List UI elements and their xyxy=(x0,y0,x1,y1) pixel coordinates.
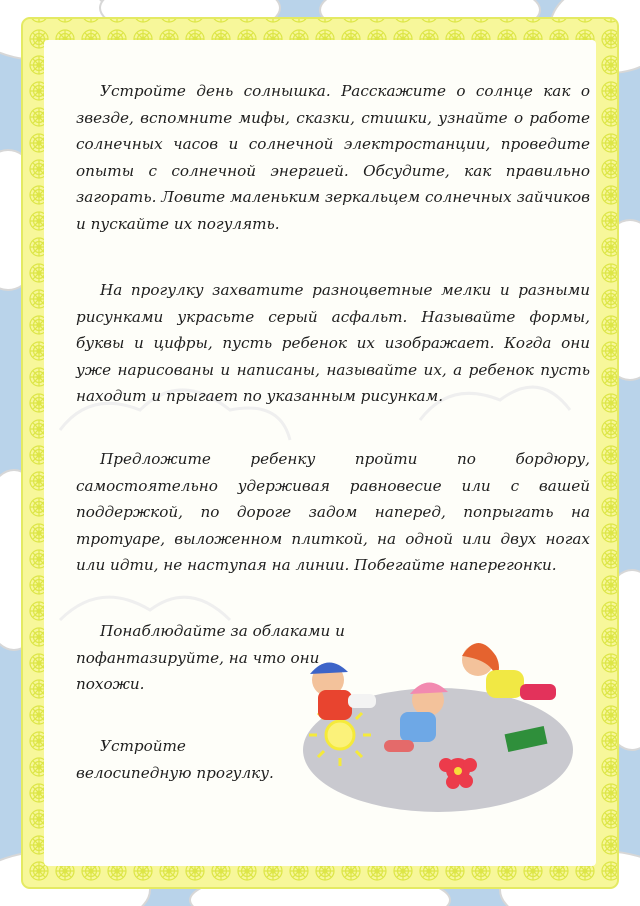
paragraph-clouds: Понаблюдайте за облаками и пофантазируйте, на что они похожи. xyxy=(76,622,345,693)
paragraph-bike-ride: Устройте велосипедную прогулку. xyxy=(76,737,274,782)
children-drawing-illustration xyxy=(288,630,588,820)
paragraph-chalk-drawing: На прогулку захватите разноцветные мелки и разными рисунками украсьте серый асфальт. Называйте формы, буквы и цифры, пусть ребенок их изображает. Когда они уже нарисованы и написаны, называйте их, а ребенок пусть находит и прыгает по указанным рисункам. xyxy=(76,281,590,405)
paragraph-sun-day: Устройте день солнышка. Расскажите о солнце как о звезде, вспомните мифы, сказки, стишки, узнайте о работе солнечных часов и солнечной электростанции, проведите опыты с солнечной энергией. Обсудите, как правильно загорать. Ловите маленьким зеркальцем солнечных зайчиков и пускайте их погулять. xyxy=(76,82,590,233)
paragraph-balance-games: Предложите ребенку пройти по бордюру, самостоятельно удерживая равновесие или с вашей поддержкой, по дороге задом наперед, попрыгать на тротуаре, выложенном плиткой, на одной или двух ногах или идти, не наступая на линии. Побегайте наперегонки. xyxy=(76,450,590,574)
